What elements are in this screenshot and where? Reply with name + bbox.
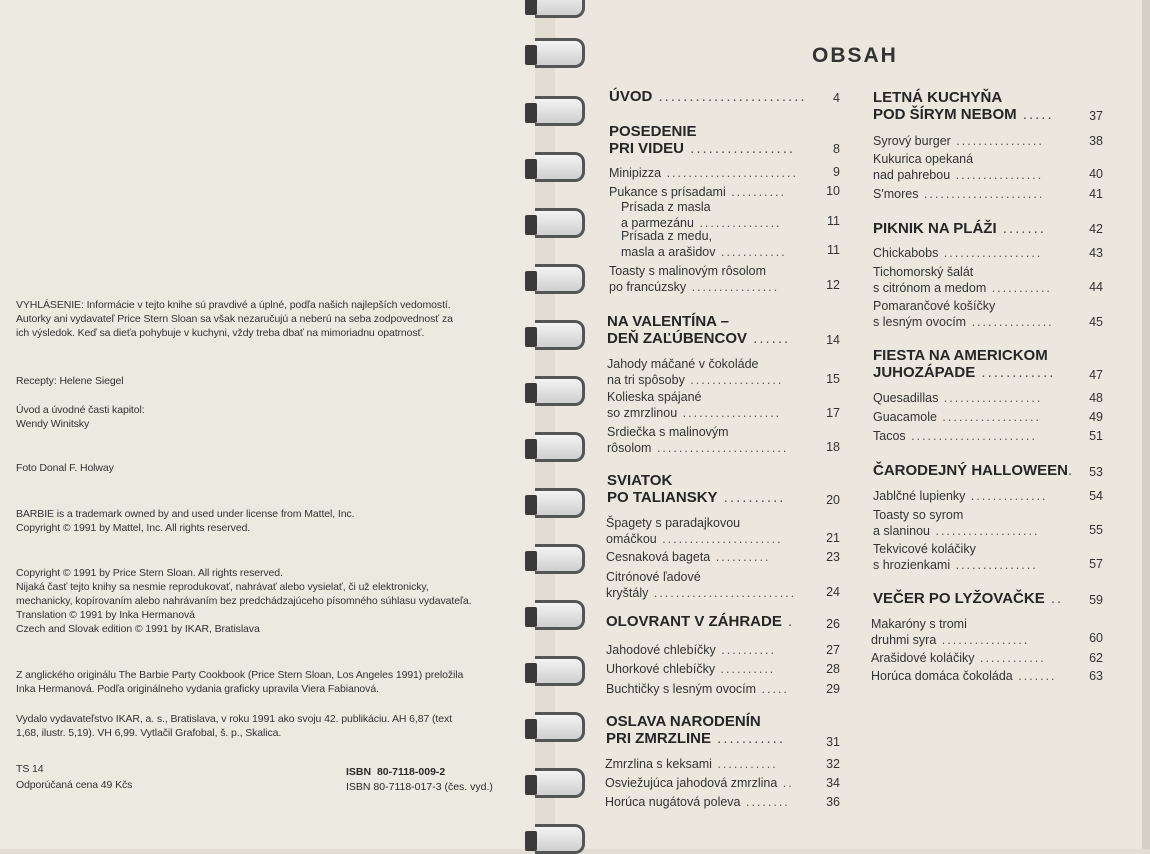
isbn-czech: ISBN 80-7118-017-3 (čes. vyd.): [346, 781, 493, 793]
toc-item[interactable]: Kolieska spájané so zmrzlinou ..................: [607, 390, 782, 420]
toc-page: 18: [826, 440, 840, 454]
toc-page: 23: [826, 550, 840, 564]
toc-page: 51: [1089, 429, 1103, 443]
toc-page: 4: [833, 91, 840, 105]
toc-item[interactable]: Prísada z medu, masla a arašidov ............: [621, 229, 787, 259]
toc-item[interactable]: Pukance s prísadami ..........: [609, 185, 786, 199]
disclaimer-line: Autorky ani vydavateľ Price Stern Sloan sa však nezaručujú a neberú na seba zodpovednosť za: [16, 313, 453, 325]
toc-page: 11: [827, 214, 840, 228]
spiral-ring: [535, 376, 585, 406]
toc-item[interactable]: Jahodové chlebíčky ..........: [606, 643, 776, 657]
spiral-ring: [535, 432, 585, 462]
toc-item[interactable]: Cesnaková bageta ..........: [606, 550, 771, 564]
spiral-ring: [535, 600, 585, 630]
toc-page: 38: [1089, 134, 1103, 148]
toc-item[interactable]: Makaróny s tromi druhmi syra ................: [871, 617, 1030, 647]
spiral-ring: [535, 96, 585, 126]
toc-section-halloween[interactable]: ČARODEJNÝ HALLOWEEN.: [873, 462, 1075, 479]
isbn-primary: ISBN 80-7118-009-2: [346, 766, 446, 778]
spiral-binding: [527, 0, 585, 849]
toc-section-olovrant[interactable]: OLOVRANT V ZÁHRADE .: [606, 613, 795, 630]
toc-page: 10: [826, 184, 840, 198]
toc-item[interactable]: Jablčné lupienky ..............: [873, 489, 1048, 503]
spiral-ring: [535, 0, 585, 18]
spiral-ring: [535, 264, 585, 294]
trademark-notice: BARBIE is a trademark owned by and used under license from Mattel, Inc. Copyright © 1991 by Mattel, Inc. All rights reserved.: [16, 508, 355, 534]
toc-page: 59: [1089, 593, 1103, 607]
toc-item[interactable]: Syrový burger ................: [873, 134, 1044, 148]
toc-page: 9: [833, 165, 840, 179]
toc-page: 27: [826, 643, 840, 657]
toc-page: 45: [1089, 315, 1103, 329]
spiral-ring: [535, 824, 585, 854]
toc-page: 42: [1089, 222, 1103, 236]
toc-item[interactable]: Buchtičky s lesným ovocím .....: [606, 682, 789, 696]
toc-page: 24: [826, 585, 840, 599]
toc-item[interactable]: S'mores ......................: [873, 187, 1045, 201]
toc-section-fiesta[interactable]: FIESTA NA AMERICKOM JUHOZÁPADE ............: [873, 347, 1056, 381]
toc-page: 26: [826, 617, 840, 631]
spiral-ring: [535, 488, 585, 518]
recipes-credit: Recepty: Helene Siegel: [16, 375, 124, 387]
toc-page: 28: [826, 662, 840, 676]
copyright-notice: Copyright © 1991 by Price Stern Sloan. All rights reserved. Nijaká časť tejto knihy sa nesmie reprodukovať, nahrávať alebo vysielať, či už elektronicky, mechanicky, kopírovaním alebo nahrávaním bez predchádzajúceho písomného súhlasu vydavateľa. Translation © 1991 by Inka Hermanová Czech and Slovak edition © 1991 by IKAR, Bratislava: [16, 567, 472, 635]
toc-item[interactable]: Chickabobs ..................: [873, 246, 1043, 260]
disclaimer-line: VYHLÁSENIE: Informácie v tejto knihe sú pravdivé a úplné, podľa našich najlepších vedomostí.: [16, 299, 451, 311]
toc-page: 36: [826, 795, 840, 809]
spiral-ring: [535, 320, 585, 350]
spiral-ring: [535, 768, 585, 798]
toc-page: 20: [826, 493, 840, 507]
toc-section-piknik[interactable]: PIKNIK NA PLÁŽI .......: [873, 220, 1046, 237]
intro-credit: Úvod a úvodné časti kapitol: Wendy Winitsky: [16, 404, 145, 430]
spiral-ring: [535, 152, 585, 182]
spiral-ring: [535, 712, 585, 742]
toc-page: 12: [826, 278, 840, 292]
toc-item[interactable]: Toasty so syrom a slaninou ...................: [873, 508, 1040, 538]
toc-item[interactable]: Horúca domáca čokoláda .......: [871, 669, 1057, 683]
left-page: [0, 0, 535, 849]
toc-item[interactable]: Pomarančové košíčky s lesným ovocím ...............: [873, 299, 1054, 329]
toc-page: 48: [1089, 391, 1103, 405]
toc-item[interactable]: Tichomorský šalát s citrónom a medom ...........: [873, 265, 1052, 295]
toc-section-letna[interactable]: LETNÁ KUCHYŇA POD ŠÍRYM NEBOM .....: [873, 89, 1054, 123]
ts-code: TS 14: [16, 763, 44, 775]
toc-title: OBSAH: [812, 44, 898, 67]
toc-page: 49: [1089, 410, 1103, 424]
toc-item[interactable]: Srdiečka s malinovým rôsolom ........................: [607, 425, 789, 455]
disclaimer-line: ich výsledok. Keď sa dieťa pohybuje v kuchyni, vždy treba dbať na mimoriadnu opatrnosť.: [16, 327, 425, 339]
toc-item[interactable]: Osviežujúca jahodová zmrzlina ..: [605, 776, 794, 790]
toc-page: 32: [826, 757, 840, 771]
publisher-note: Vydalo vydavateľstvo IKAR, a. s., Bratislava, v roku 1991 ako svoju 42. publikáciu. AH 6,87 (text 1,68, ilustr. 5,19). VH 6,99. Vytlačil Grafobal, š. p., Skalica.: [16, 713, 452, 739]
toc-page: 55: [1089, 523, 1103, 537]
toc-section-uvod[interactable]: ÚVOD ........................: [609, 88, 807, 105]
toc-item[interactable]: Toasty s malinovým rôsolom po francúzsky ................: [609, 264, 780, 294]
toc-item[interactable]: Prísada z masla a parmezánu ...............: [621, 200, 782, 230]
spiral-ring: [535, 656, 585, 686]
toc-item[interactable]: Tacos .......................: [873, 429, 1038, 443]
toc-item[interactable]: Uhorkové chlebíčky ..........: [606, 662, 776, 676]
toc-item[interactable]: Guacamole ..................: [873, 410, 1041, 424]
photo-credit: Foto Donal F. Holway: [16, 462, 114, 474]
toc-page: 15: [826, 372, 840, 386]
toc-page: 63: [1089, 669, 1103, 683]
toc-item[interactable]: Horúca nugátová poleva ........: [605, 795, 790, 809]
toc-item[interactable]: Špagety s paradajkovou omáčkou ......................: [606, 516, 783, 546]
toc-page: 21: [826, 531, 840, 545]
toc-item[interactable]: Jahody máčané v čokoláde na tri spôsoby .................: [607, 357, 784, 387]
toc-page: 8: [833, 142, 840, 156]
disclaimer: [16, 298, 453, 340]
spiral-ring: [535, 208, 585, 238]
toc-page: 60: [1089, 631, 1103, 645]
toc-item[interactable]: Kukurica opekaná nad pahrebou ................: [873, 152, 1044, 182]
original-edition-note: Z anglického originálu The Barbie Party Cookbook (Price Stern Sloan, Los Angeles 1991) preložila Inka Hermanová. Podľa originálneho vydania graficky upravila Viera Fabianová.: [16, 669, 464, 695]
toc-page: 53: [1089, 465, 1103, 479]
toc-page: 11: [827, 243, 840, 257]
toc-page: 29: [826, 682, 840, 696]
toc-section-posedenie[interactable]: POSEDENIE PRI VIDEU .................: [609, 123, 796, 157]
toc-item[interactable]: Minipizza ........................: [609, 166, 798, 180]
toc-section-vecer[interactable]: VEČER PO LYŽOVAČKE ..: [873, 590, 1064, 607]
toc-page: 37: [1089, 109, 1103, 123]
toc-page: 40: [1089, 167, 1103, 181]
toc-page: 47: [1089, 368, 1103, 382]
spiral-ring: [535, 544, 585, 574]
toc-page: 14: [826, 333, 840, 347]
toc-item[interactable]: Citrónové ľadové kryštály ..........................: [606, 570, 797, 600]
toc-page: 17: [826, 406, 840, 420]
toc-section-oslava[interactable]: OSLAVA NARODENÍN PRI ZMRZLINE ...........: [606, 713, 786, 747]
toc-item[interactable]: Quesadillas ..................: [873, 391, 1043, 405]
toc-page: 44: [1089, 280, 1103, 294]
toc-section-sviatok[interactable]: SVIATOK PO TALIANSKY ..........: [607, 472, 786, 506]
price: Odporúčaná cena 49 Kčs: [16, 779, 133, 791]
toc-item[interactable]: Zmrzlina s keksami ...........: [605, 757, 778, 771]
toc-page: 34: [826, 776, 840, 790]
toc-page: 43: [1089, 246, 1103, 260]
toc-page: 31: [826, 735, 840, 749]
toc-item[interactable]: Tekvicové koláčiky s hrozienkami ...............: [873, 542, 1038, 572]
toc-page: 54: [1089, 489, 1103, 503]
page-edge: [1142, 0, 1150, 849]
toc-page: 41: [1089, 187, 1103, 201]
toc-section-valentin[interactable]: NA VALENTÍNA – DEŇ ZAĽÚBENCOV ......: [607, 313, 791, 347]
toc-page: 62: [1089, 651, 1103, 665]
toc-page: 57: [1089, 557, 1103, 571]
toc-item[interactable]: Arašidové koláčiky ............: [871, 651, 1046, 665]
spiral-ring: [535, 38, 585, 68]
